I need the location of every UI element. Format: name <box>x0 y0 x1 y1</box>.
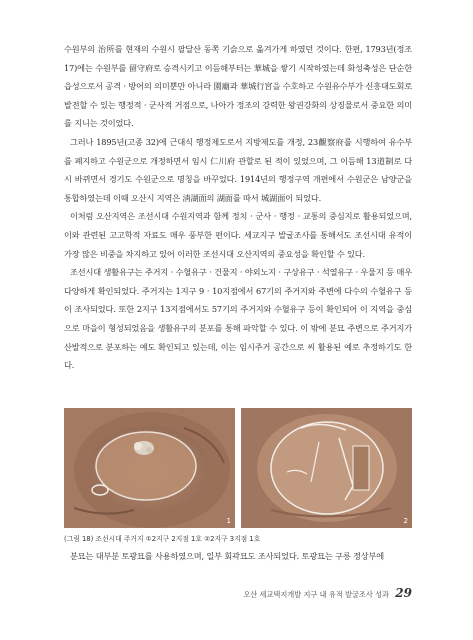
figure-photos <box>64 408 412 528</box>
paragraph: 분묘는 대부분 토광묘를 사용하였으며, 일부 회곽묘도 조사되었다. 토광묘는 구릉 정상부에 <box>70 551 385 561</box>
paragraph: 그러나 1895년(고종 32)에 근대식 행정제도로서 지방제도를 개정, 23觀察府를 시행하여 유수부를 폐지하고 수원군으로 개정하면서 임시 仁川府 관할로 된 적이 있었으며, 그 이듬해 13道制로 다시 바뀌면서 경기도 수원군으로 명칭을 바꾸었다. 1914년의 행정구역 개편에서 수원군은 남양군을 통합하였는데 이때 오산시 지역은 淸湖面의 湖面를 따서 城湖面이 되었다. <box>64 136 412 203</box>
body-text <box>64 40 412 375</box>
excavation-photo-1 <box>64 408 235 528</box>
photo-number: 1 <box>226 517 231 525</box>
figure-caption: (그림 18) 조선시대 주거지 ①2지구 2지점 1호 ②2지구 3지점 1호 <box>64 535 261 543</box>
paragraph: 이처럼 오산지역은 조선시대 수원지역과 함께 정치 · 군사 · 행정 · 교통의 중심지로 활용되었으며, 이와 관련된 고고학적 자료도 매우 풍부한 편이다. 세교지구 발굴조사를 통해서도 조선시대 유적이 가장 많은 비중을 차지하고 있어 이러한 조선시대 오산지역의 중요성을 확인할 수 있다. <box>64 211 412 259</box>
excavation-photo-2 <box>241 408 412 528</box>
page-footer <box>200 586 412 600</box>
paragraph: 조선시대 생활유구는 주거지 · 수혈유구 · 건물지 · 야외노지 · 구상유구 · 석열유구 · 우물지 등 매우 다양하게 확인되었다. 주거지는 1지구 9 · 10지점에서 67기의 주거지와 주변에 다수의 수혈유구 등이 조사되었다. 또한 2지구 13지점에서도 57기의 주거지와 수혈유구 등이 확인되어 이 지역을 중심으로 마을이 형성되었음을 생활유구의 분포를 통해 파악할 수 있다. 이 밖에 분묘 주변으로 주거지가 산발적으로 분포하는 예도 확인되고 있는데, 이는 임시주거 공간으로 씨 활용된 예로 추정하기도 한다. <box>64 267 412 371</box>
paragraph: 수원부의 治所를 현재의 수원시 팔달산 동쪽 기슭으로 옮겨가게 하였던 것이다. 한편, 1793년(정조 17)에는 수원부를 留守府로 승격시키고 이듬해부터는 華城을 쌓기 시작하였는데 화성축성은 단순한 읍성으로서 공격 · 방어의 의미뿐만 아니라 園廟과 華城行宮을 수호하고 수원유수부가 신흥대도회로 발전할 수 있는 행정적 · 군사적 거점으로, 나아가 정조의 강력한 왕권강화의 상징물로서 중요한 의미를 지니는 것이었다. <box>64 44 412 129</box>
page-number: 29 <box>395 586 412 600</box>
footer-title: 오산 세교택지개발 지구 내 유적 발굴조사 성과 <box>243 590 389 599</box>
photo-number: 2 <box>403 517 408 525</box>
